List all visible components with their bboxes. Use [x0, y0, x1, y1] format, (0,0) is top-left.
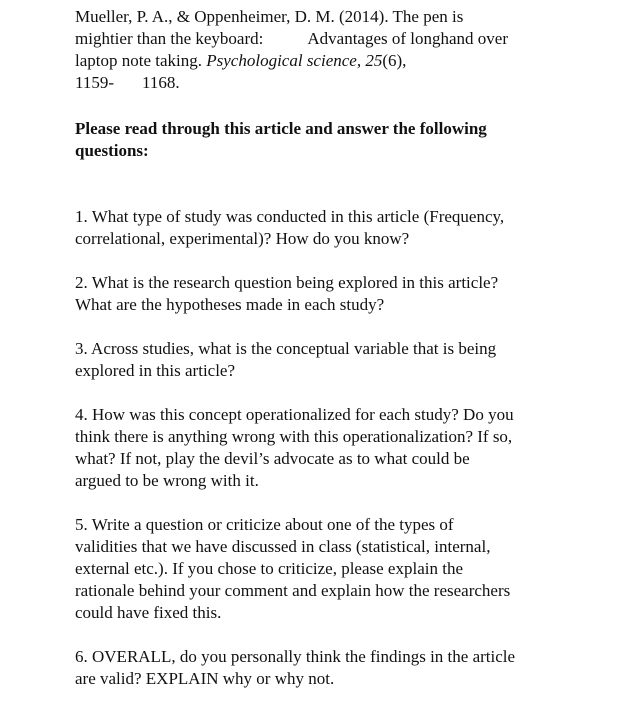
citation-pages-start: 1159- [75, 73, 115, 92]
question-line: correlational, experimental)? How do you know? [75, 229, 410, 248]
question-line: could have fixed this. [75, 603, 222, 622]
question-item [75, 338, 575, 382]
question-item [75, 272, 575, 316]
citation-text: mightier than the keyboard: [75, 29, 264, 48]
journal-volume: 25 [365, 51, 383, 70]
document-page [75, 6, 575, 712]
question-line: 4. How was this concept operationalized for each study? Do you [75, 405, 514, 424]
question-line: 6. OVERALL, do you personally think the findings in the article [75, 647, 516, 666]
citation-text: , [356, 51, 366, 70]
question-line: argued to be wrong with it. [75, 471, 259, 490]
citation-text: Advantages of longhand over [307, 29, 509, 48]
question-list [75, 206, 575, 690]
instructions-line: Please read through this article and answer the following [75, 119, 487, 138]
question-line: 2. What is the research question being explored in this article? [75, 273, 499, 292]
question-line: think there is anything wrong with this operationalization? If so, [75, 427, 513, 446]
question-item [75, 514, 575, 624]
citation-text: laptop note taking. [75, 51, 207, 70]
question-line: what? If not, play the devil’s advocate as to what could be [75, 449, 470, 468]
question-line: explored in this article? [75, 361, 236, 380]
citation [75, 6, 575, 94]
question-line: rationale behind your comment and explain how the researchers [75, 581, 511, 600]
citation-pages-end: 1168. [142, 73, 180, 92]
citation-line [75, 72, 575, 94]
journal-name: Psychological science [206, 51, 357, 70]
citation-line: Mueller, P. A., & Oppenheimer, D. M. (2014). The pen is [75, 7, 464, 26]
question-item [75, 646, 575, 690]
question-line: external etc.). If you chose to criticize, please explain the [75, 559, 463, 578]
instructions-heading [75, 118, 575, 162]
question-line: 5. Write a question or criticize about one of the types of [75, 515, 454, 534]
question-line: What are the hypotheses made in each study? [75, 295, 385, 314]
question-item [75, 206, 575, 250]
question-line: 1. What type of study was conducted in this article (Frequency, [75, 207, 505, 226]
citation-line [75, 28, 575, 50]
instructions-line: questions: [75, 141, 149, 160]
question-item [75, 404, 575, 492]
citation-line [75, 50, 575, 72]
question-line: 3. Across studies, what is the conceptual variable that is being [75, 339, 497, 358]
question-line: validities that we have discussed in class (statistical, internal, [75, 537, 491, 556]
citation-text: (6), [382, 51, 407, 70]
question-line: are valid? EXPLAIN why or why not. [75, 669, 335, 688]
